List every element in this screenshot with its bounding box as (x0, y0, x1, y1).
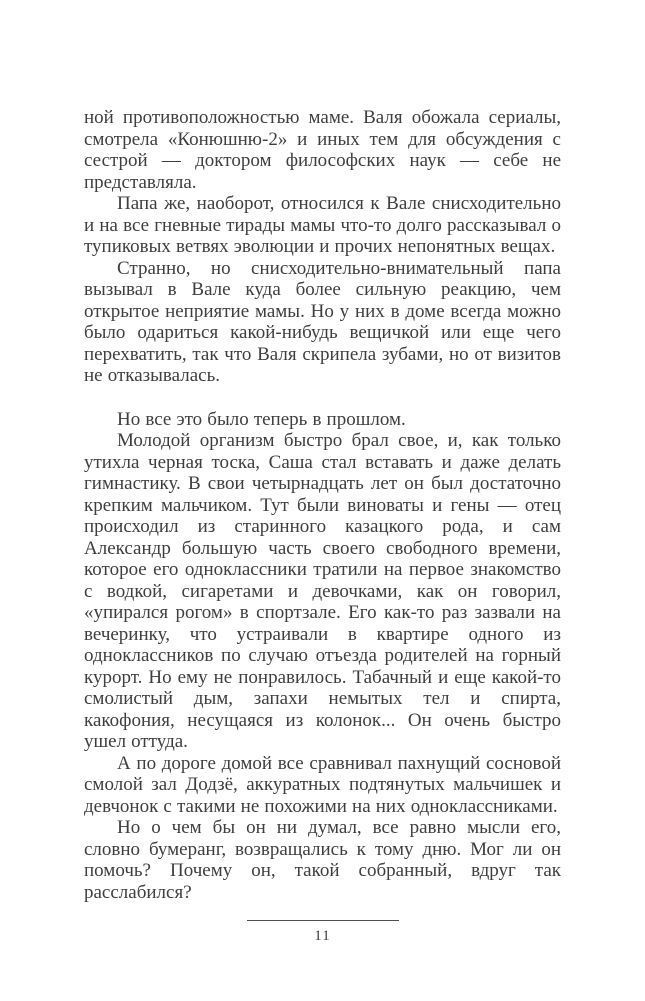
page-footer (84, 920, 561, 945)
paragraph: Папа же, наоборот, относился к Вале снисходительно и на все гневные тирады мамы что-то долго рассказывал о тупиковых ветвях эволюции и прочих непонятных вещах. (84, 193, 561, 257)
footer-divider (247, 920, 399, 921)
paragraph: Молодой организм быстро брал свое, и, как только утихла черная тоска, Саша стал вставать и даже делать гимнастику. В свои четырнадцать лет он был достаточно крепким мальчиком. Тут были виноваты и гены — отец происходил из старинного казацкого рода, и сам Александр большую часть своего свободного времени, которое его одноклассники тратили на первое знакомство с водкой, сигаретами и девочками, как он говорил, «упирался рогом» в спортзале. Его как-то раз зазвали на вечеринку, что устраивали в квартире одного из одноклассников по случаю отъезда родителей на горный курорт. Но ему не понравилось. Табачный и еще какой-то смолистый дым, запахи немытых тел и спирта, какофония, несущаяся из колонок... Он очень быстро ушел оттуда. (84, 430, 561, 752)
paragraph-continuation: ной противоположностью маме. Валя обожала сериалы, смотрела «Конюшню-2» и иных тем для обсуждения с сестрой — доктором философских наук — себе не представляла. (84, 107, 561, 193)
paragraph: А по дороге домой все сравнивал пахнущий сосновой смолой зал Додзё, аккуратных подтянутых мальчишек и девчонок с такими не похожими на них одноклассниками. (84, 752, 561, 817)
page-text-block (84, 107, 561, 903)
paragraph: Странно, но снисходительно-внимательный папа вызывал в Вале куда более сильную реакцию, чем открытое неприятие мамы. Но у них в доме всегда можно было одариться какой-нибудь вещичкой или еще чего перехватить, так что Валя скрипела зубами, но от визитов не отказывалась. (84, 257, 561, 386)
paragraph-scene-break: Но все это было теперь в прошлом. (117, 408, 406, 430)
paragraph: Но о чем бы он ни думал, все равно мысли его, словно бумеранг, возвращались к тому дню. Мог ли он помочь? Почему он, такой собранный, вдруг так расслабился? (84, 817, 561, 903)
page-number: 11 (314, 928, 331, 944)
